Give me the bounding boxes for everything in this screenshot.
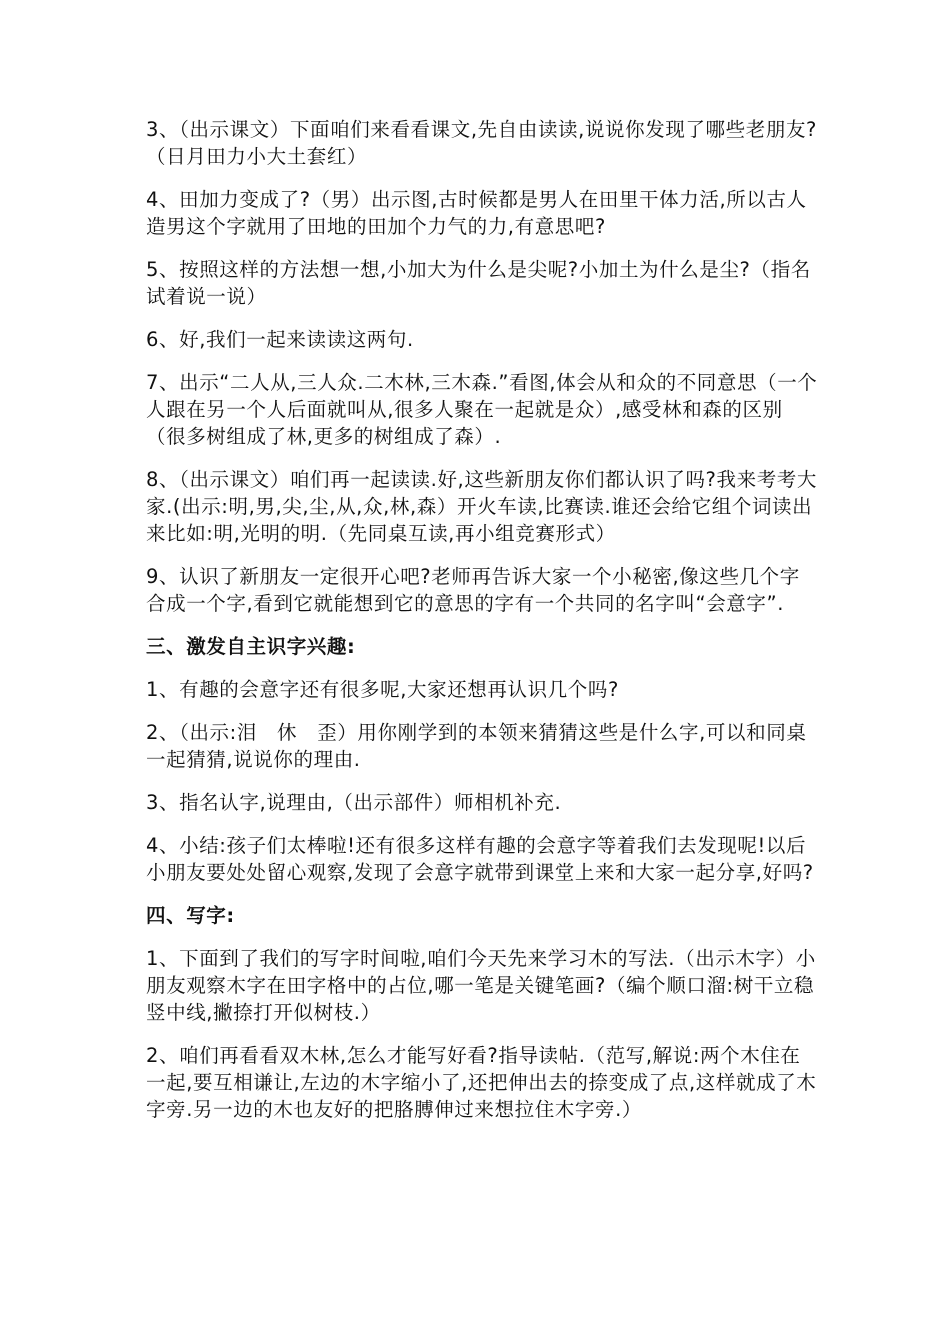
document-page [146,116,818,1139]
paragraph-step-5: 5、按照这样的方法想一想,小加大为什么是尖呢?小加土为什么是尘?（指名试着说一说） [146,258,811,308]
section4-paragraph-2: 2、咱们再看看双木林,怎么才能写好看?指导读帖.（范写,解说:两个木住在一起,要互相谦让,左边的木字缩小了,还把伸出去的捺变成了点,这样就成了木字旁.另一边的木也友好的把胳膊伸过来想拉住木字旁.） [146,1044,817,1121]
section3-paragraph-4: 4、小结:孩子们太棒啦!还有很多这样有趣的会意字等着我们去发现呢!以后小朋友要处处留心观察,发现了会意字就带到课堂上来和大家一起分享,好吗? [146,834,814,884]
paragraph-step-9: 9、认识了新朋友一定很开心吧?老师再告诉大家一个小秘密,像这些几个字合成一个字,看到它就能想到它的意思的字有一个共同的名字叫“会意字”. [146,565,800,615]
paragraph-step-6: 6、好,我们一起来读读这两句. [146,328,414,351]
section-heading-3: 三、激发自主识字兴趣: [146,635,356,658]
section-heading-4: 四、写字: [146,904,235,927]
section3-paragraph-3: 3、指名认字,说理由,（出示部件）师相机补充. [146,791,562,814]
section3-paragraph-1: 1、有趣的会意字还有很多呢,大家还想再认识几个吗? [146,678,619,701]
section3-paragraph-2: 2、（出示:泪 休 歪）用你刚学到的本领来猜猜这些是什么字,可以和同桌一起猜猜,说说你的理由. [146,721,807,771]
paragraph-step-4: 4、田加力变成了?（男）出示图,古时候都是男人在田里干体力活,所以古人造男这个字就用了田地的田加个力气的力,有意思吧? [146,188,807,238]
paragraph-step-8: 8、（出示课文）咱们再一起读读.好,这些新朋友你们都认识了吗?我来考考大家.(出示:明,男,尖,尘,从,众,林,森）开火车读,比赛读.谁还会给它组个词读出来比如:明,光明的明.（先同桌互读,再小组竞赛形式） [146,468,818,545]
paragraph-step-7: 7、出示“二人从,三人众.二木林,三木森.”看图,体会从和众的不同意思（一个人跟在另一个人后面就叫从,很多人聚在一起就是众）,感受林和森的区别（很多树组成了林,更多的树组成了森）. [146,371,818,448]
section4-paragraph-1: 1、下面到了我们的写字时间啦,咱们今天先来学习木的写法.（出示木字）小朋友观察木字在田字格中的占位,哪一笔是关键笔画?（编个顺口溜:树干立稳竖中线,撇捺打开似树枝.） [146,947,816,1024]
paragraph-step-3: 3、（出示课文）下面咱们来看看课文,先自由读读,说说你发现了哪些老朋友?（日月田力小大土套红） [146,118,818,168]
